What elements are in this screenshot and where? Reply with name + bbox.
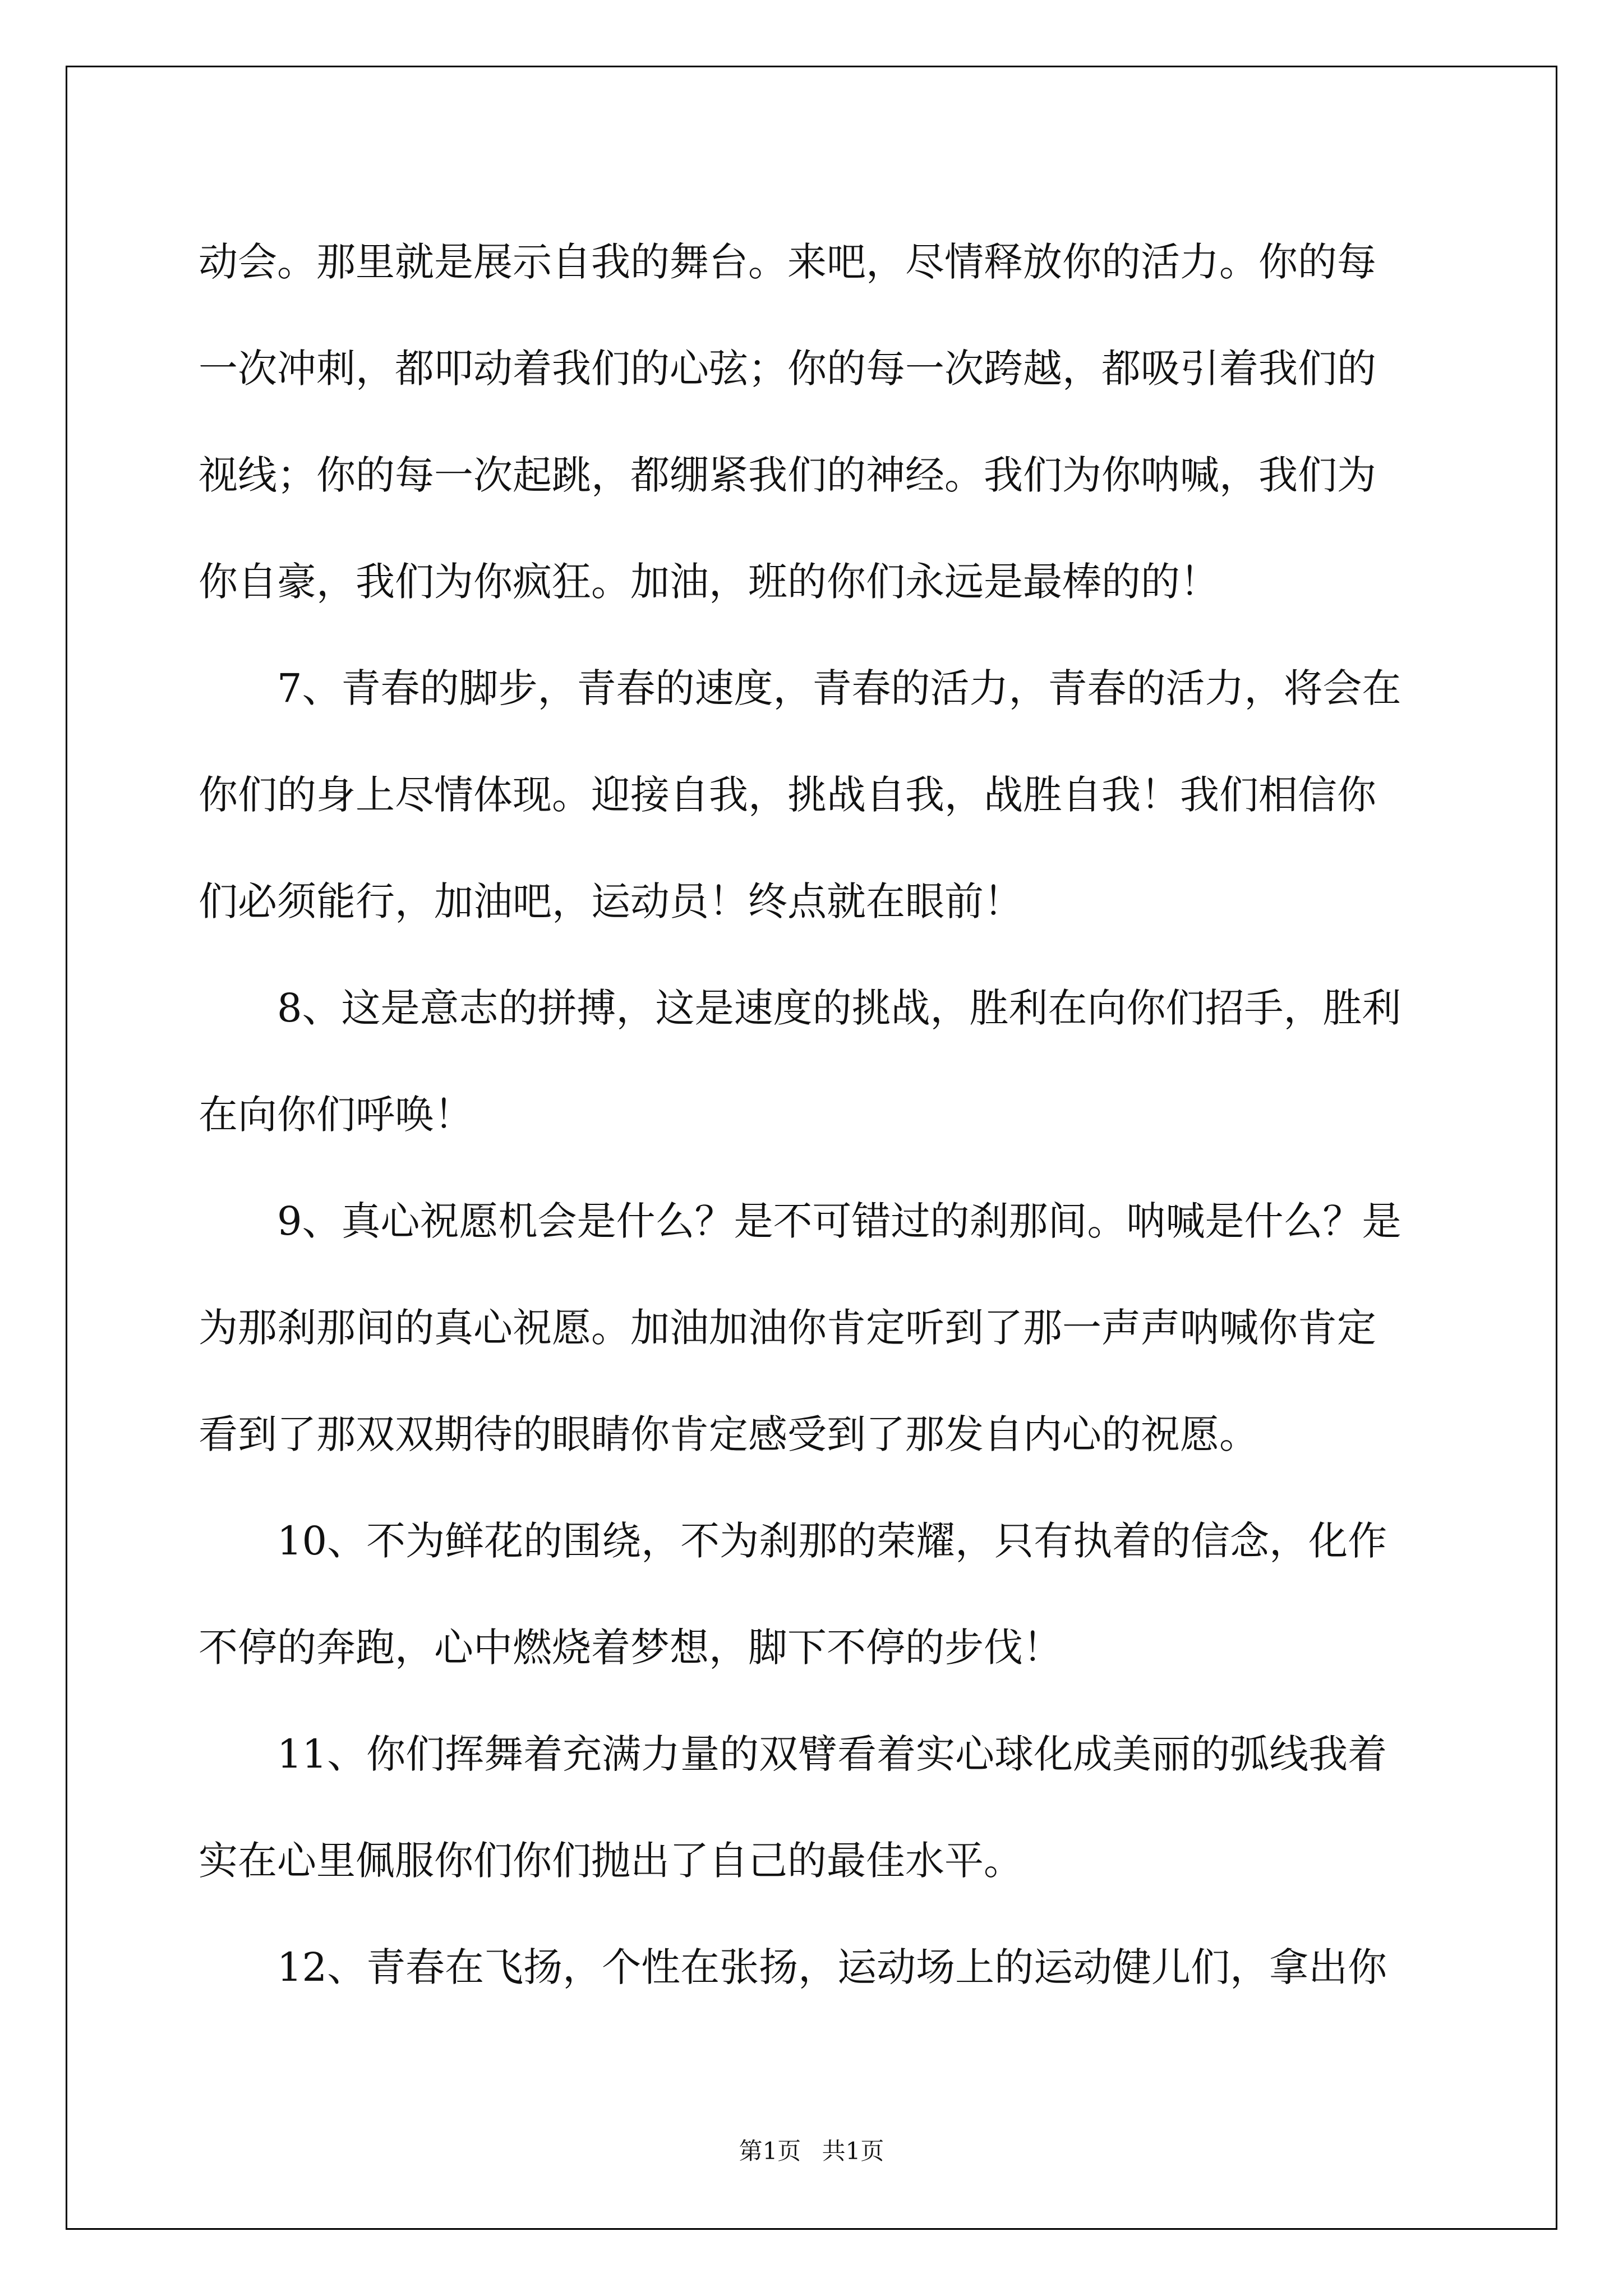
document-body — [199, 209, 1432, 2021]
text-line: 9、真心祝愿机会是什么？是不可错过的刹那间。呐喊是什么？是 — [277, 1198, 1401, 1244]
paragraph-12 — [199, 1914, 1432, 2021]
page-number: 第1页 — [739, 2137, 801, 2165]
page-total: 共1页 — [822, 2137, 884, 2165]
paragraph-9 — [199, 1168, 1432, 1488]
text-line: 动会。那里就是展示自我的舞台。来吧，尽情释放你的活力。你的每 — [199, 239, 1376, 285]
text-line: 看到了那双双期待的眼睛你肯定感受到了那发自内心的祝愿。 — [199, 1411, 1258, 1457]
text-line: 11、你们挥舞着充满力量的双臂看着实心球化成美丽的弧线我着 — [277, 1731, 1387, 1777]
text-line: 8、这是意志的拼搏，这是速度的挑战，胜利在向你们招手，胜利 — [277, 985, 1401, 1031]
text-line: 们必须能行，加油吧，运动员！终点就在眼前！ — [199, 878, 1023, 924]
text-line: 12、青春在飞扬，个性在张扬，运动场上的运动健儿们，拿出你 — [277, 1944, 1387, 1990]
text-line: 实在心里佩服你们你们抛出了自己的最佳水平。 — [199, 1838, 1023, 1884]
text-line: 不停的奔跑，心中燃烧着梦想，脚下不停的步伐！ — [199, 1625, 1062, 1671]
text-line: 为那刹那间的真心祝愿。加油加油你肯定听到了那一声声呐喊你肯定 — [199, 1305, 1376, 1351]
paragraph-10 — [199, 1488, 1432, 1701]
text-line: 视线；你的每一次起跳，都绷紧我们的神经。我们为你呐喊，我们为 — [199, 452, 1376, 498]
text-line: 10、不为鲜花的围绕，不为刹那的荣耀，只有执着的信念，化作 — [277, 1518, 1387, 1564]
text-line: 7、青春的脚步，青春的速度，青春的活力，青春的活力，将会在 — [277, 665, 1401, 711]
paragraph-7 — [199, 635, 1432, 955]
text-line: 一次冲刺，都叩动着我们的心弦；你的每一次跨越，都吸引着我们的 — [199, 346, 1376, 392]
text-line: 在向你们呼唤！ — [199, 1092, 473, 1138]
paragraph-11 — [199, 1701, 1432, 1914]
text-line: 你们的身上尽情体现。迎接自我，挑战自我，战胜自我！我们相信你 — [199, 772, 1376, 818]
paragraph-continuation — [199, 209, 1432, 635]
page-footer — [0, 2133, 1623, 2166]
paragraph-8 — [199, 955, 1432, 1168]
text-line: 你自豪，我们为你疯狂。加油，班的你们永远是最棒的的！ — [199, 559, 1219, 605]
